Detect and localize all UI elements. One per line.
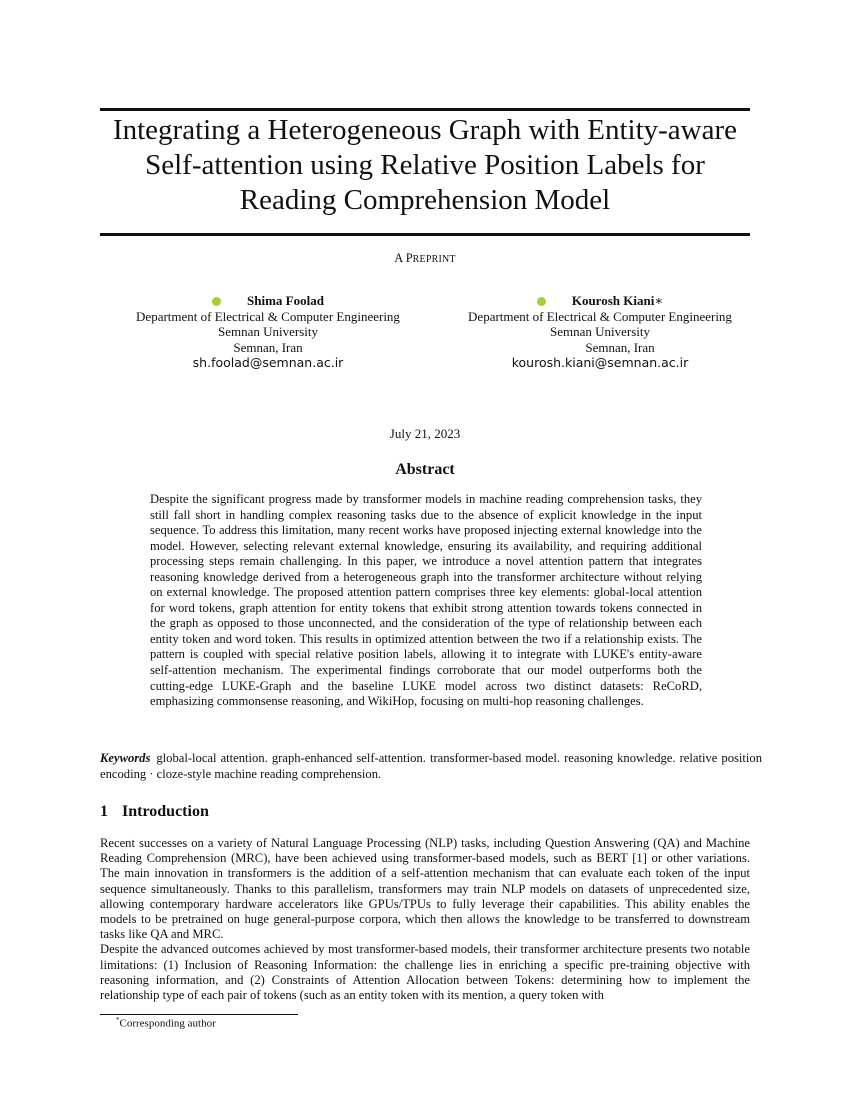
footnote (116, 1016, 216, 1030)
title-top-rule (100, 108, 750, 111)
abstract-heading: Abstract (395, 461, 455, 478)
author-location: Semnan, Iran (585, 339, 655, 355)
section-title: Introduction (122, 803, 209, 820)
author-block-1 (110, 293, 426, 371)
orcid-icon[interactable] (537, 297, 546, 306)
orcid-icon[interactable] (212, 297, 221, 306)
author-location: Semnan, Iran (233, 339, 303, 355)
author-name: Shima Foolad (247, 293, 324, 308)
author-name: Kourosh Kiani (571, 293, 655, 308)
footnote-marker: * (116, 1016, 120, 1024)
author-university: Semnan University (217, 324, 318, 339)
paper-title: Integrating a Heterogeneous Graph with Entity-aware Self-attention using Relative Position Labels for Reading Comprehension Model (112, 114, 738, 216)
intro-paragraph-2: Despite the advanced outcomes achieved by most transformer-based models, their transformer architecture presents two notable limitations: (1) Inclusion of Reasoning Information: the challenge lies in enriching a specific pre-training objective with reasoning information, and (2) Constraints of Attention Allocation between Tokens: determining how to implement the relationship type of each pair of tokens (such as an entity token with its mention, a query token with (100, 942, 750, 1003)
author-email[interactable]: kourosh.kiani@semnan.ac.ir (511, 355, 689, 370)
title-bottom-rule (100, 233, 750, 236)
introduction-body (100, 836, 750, 1003)
author-block-2 (442, 293, 758, 371)
author-department: Department of Electrical & Computer Engineering (136, 308, 400, 324)
corresponding-author-marker: ∗ (654, 293, 664, 308)
keywords-label: Keywords (100, 751, 151, 765)
section-number: 1 (100, 803, 108, 820)
footnote-text: Corresponding author (119, 1017, 216, 1030)
preprint-label (0, 251, 850, 266)
abstract-text: Despite the significant progress made by transformer models in machine reading comprehension tasks, they still fall short in handling complex reasoning tasks due to the absence of explicit knowledge in the input sequence. To address this limitation, many recent works have proposed injecting external knowledge into the model. However, selecting relevant external knowledge, ensuring its availability, and requiring additional processing steps remain challenging. In this paper, we introduce a novel attention pattern that integrates reasoning knowledge derived from a heterogeneous graph into the transformer architecture without relying on external knowledge. The proposed attention pattern comprises three key elements: global-local attention for word tokens, graph attention for entity tokens that exhibit strong attention towards tokens connected in the graph as opposed to those unconnected, and the consideration of the type of relationship between each entity token and word token. This results in optimized attention between the two if a relationship exists. The pattern is coupled with special relative position labels, allowing it to integrate with LUKE's entity-aware self-attention mechanism. The experimental findings corroborate that our model outperforms both the cutting-edge LUKE-Graph and the baseline LUKE model across two distinct datasets: ReCoRD, emphasizing commonsense reasoning, and WikiHop, focusing on multi-hop reasoning challenges. (150, 492, 702, 709)
intro-paragraph-1: Recent successes on a variety of Natural Language Processing (NLP) tasks, including Question Answering (QA) and Machine Reading Comprehension (MRC), have been achieved using transformer-based models, such as BERT [1] or other variations. The main innovation in transformers is the addition of a self-attention mechanism that can evaluate each token of the input sequence simultaneously. Thanks to this parallelism, transformers may train NLP models on datasets of unprecedented size, allowing contemporary hardware accelerators like GPUs/TPUs to fully leverage their capabilities. This ability enables the models to be pretrained on huge general-purpose corpora, which then allows the knowledge to be transferred to downstream tasks like QA and MRC. (100, 836, 750, 942)
section-heading-introduction (100, 803, 209, 821)
author-department: Department of Electrical & Computer Engineering (468, 308, 732, 324)
preprint-label-first: A P (394, 251, 413, 265)
footnote-rule (100, 1014, 298, 1015)
author-university: Semnan University (549, 324, 650, 339)
publication-date: July 21, 2023 (389, 426, 461, 441)
keywords-list: global-local attention. graph-enhanced self-attention. transformer-based model. reasoning knowledge. relative position encoding · cloze-style machine reading comprehension. (100, 751, 762, 781)
author-email[interactable]: sh.foolad@semnan.ac.ir (192, 355, 344, 370)
keywords (100, 751, 762, 782)
preprint-label-rest: REPRINT (412, 254, 456, 265)
